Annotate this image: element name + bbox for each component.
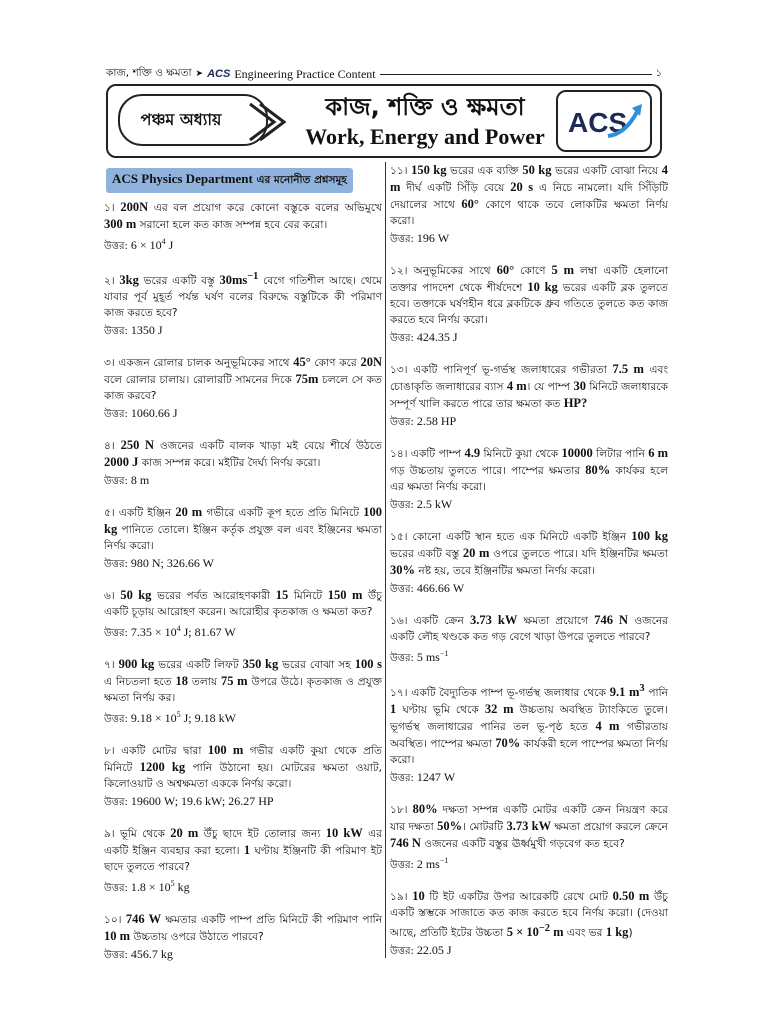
answer-value: 456.7 kg <box>127 947 173 962</box>
question-text: ১। 200N এর বল প্রয়োগ করে কোনো বস্তুকে বলের অভিমুখে 300 m সরানো হলে কত কাজ সম্পন্ন হবে বের করো। <box>104 200 383 231</box>
answer-line <box>104 876 382 897</box>
question-item <box>104 504 382 573</box>
answer-value: 196 W <box>413 231 450 245</box>
answer-value: 1247 W <box>413 770 456 785</box>
breadcrumb: কাজ, শক্তি ও ক্ষমতা <box>106 66 192 79</box>
question-item <box>390 262 668 347</box>
department-tag <box>106 168 353 193</box>
answer-line <box>390 769 668 787</box>
question-text: ৯। ভূমি থেকে 20 m উঁচু ছাদে ইট তোলার জন্য 10 kW এর একটি ইঞ্জিন ব্যবহার করা হলো। 1 ঘণ্টায় ইঞ্জিনটি কী পরিমাণ ইট ছাদে তুলতে পারবে? <box>104 826 382 874</box>
answer-label: উত্তর: <box>390 417 414 428</box>
answer-value: 8 m <box>127 473 150 488</box>
answer-label: উত্তর: <box>104 950 128 962</box>
answer-label: উত্তর: <box>104 714 128 726</box>
answer-line <box>104 472 382 490</box>
question-text: ৪। 250 N ওজনের একটি বালক খাড়া মই বেয়ে শীর্ষে উঠতে 2000 J কাজ সম্পন্ন করে। মইটির দৈর্ঘ্য নির্ণয় করো। <box>104 438 382 470</box>
answer-line <box>390 230 668 248</box>
answer-line <box>104 946 382 964</box>
answer-line <box>104 793 382 811</box>
question-item <box>104 911 382 964</box>
chapter-label: পঞ্চম অধ্যায় <box>140 109 222 129</box>
answer-label: উত্তর: <box>390 584 414 595</box>
question-item <box>104 269 382 340</box>
chevron-right-icon <box>244 100 288 144</box>
question-text: ৭। 900 kg ভরের একটি লিফট 350 kg ভরের বোঝা সহ 100 s এ নিচতলা হতে 18 তলায় 75 m উপরে উঠে। কৃতকাজ ও প্রযুক্ত ক্ষমতা নির্ণয় কর। <box>104 657 383 705</box>
answer-label: উত্তর: <box>390 500 414 511</box>
question-text: ১৬। একটি ক্রেন 3.73 kW ক্ষমতা প্রয়োগে 746 N ওজনের একটি লৌহ খণ্ডকে কত গড় বেগে খাড়া উপরে তুলতে পারবে? <box>390 613 669 643</box>
arrow-right-icon: ➤ <box>195 69 204 79</box>
question-text: ৩। একজন রোলার চালক অনুভূমিকের সাথে 45° কোণ করে 20N বলে রোলার চালায়। রোলারটি সামনের দিকে 75m চললে সে কত কাজ করবে? <box>104 355 382 403</box>
left-column <box>104 162 382 978</box>
answer-label: উত্তর: <box>390 860 414 872</box>
answer-value: 2.58 HP <box>413 414 457 428</box>
answer-line <box>104 234 382 255</box>
page-number: ১ <box>655 67 662 79</box>
answer-label: উত্তর: <box>104 628 128 640</box>
question-text: ১৮। 80% দক্ষতা সম্পন্ন একটি মোটর একটি ক্রেন নিয়ন্ত্রণ করে যার দক্ষতা 50%। মোটরটি 3.73 kW ক্ষমতা প্রয়োগ করলে ক্রেনে 746 N ওজনের একটি বস্তুর ঊর্ধ্বমুখী গড়বেগ কত হবে? <box>390 802 668 851</box>
answer-value: 466.66 W <box>413 581 465 595</box>
answer-value: 424.35 J <box>413 330 458 344</box>
answer-value: 1060.66 J <box>127 406 178 421</box>
right-column <box>390 162 668 974</box>
question-text: ১০। 746 W ক্ষমতার একটি পাম্প প্রতি মিনিটে কী পরিমাণ পানি 10 m উচ্চতায় ওপরে উঠাতে পারবে? <box>104 912 383 944</box>
question-text: ২। 3kg ভরের একটি বস্তু $30ms^{-1}$ বেগে গতিশীল আছে। থেমে যাবার পূর্ব মুহূর্ত পর্যন্ত ঘর্ষণ বলের বিরুদ্ধে বস্তুটিকে কী পরিমাণ কাজ করতে হবে? <box>104 271 382 320</box>
answer-value: 1350 J <box>127 323 163 338</box>
answer-line <box>390 853 668 874</box>
answer-label: উত্তর: <box>390 653 414 664</box>
answer-label: উত্তর: <box>390 234 414 245</box>
question-text: ৮। একটি মোটর দ্বারা 100 m গভীর একটি কুয়া থেকে প্রতি মিনিটে 1200 kg পানি উঠানো হয়। মোটরের ক্ষমতা ওয়াট, কিলোওয়াট ও অশ্বক্ষমতা এককে নির্ণয় করো। <box>104 743 383 791</box>
acs-logo <box>556 90 652 152</box>
header-rule <box>380 74 652 75</box>
chapter-title-bn: কাজ, শক্তি ও ক্ষমতা <box>325 93 525 121</box>
question-text: ১৭। একটি বৈদ্যুতিক পাম্প ভূ-গর্ভস্থ জলাধার থেকে 9.1 $m^3$ পানি 1 ঘণ্টায় ভূমি থেকে 32 m উচ্চতায় অবস্থিত ট্যাংকিতে তুলে। ভূগর্ভস্থ জলাধারের পানির তল ভূ-পৃষ্ঠ হতে 4 m গভীরতায় অবস্থিত। পাম্পের ক্ষমতা 70% কার্যকরী হলে পাম্পের ক্ষমতা নির্ণয় করো। <box>390 683 668 767</box>
question-text: ৫। একটি ইঞ্জিন 20 m গভীরে একটি কূপ হতে প্রতি মিনিটে 100 kg পানিতে তোলে। ইঞ্জিন কর্তৃক প্রযুক্ত বল এবং ইঞ্জিনের ক্ষমতা নির্ণয় করো। <box>104 505 382 553</box>
question-item <box>390 681 668 787</box>
svg-text:ACS: ACS <box>568 107 628 138</box>
running-header <box>106 66 662 82</box>
question-text: ১৫। কোনো একটি স্থান হতে এক মিনিটে একটি ইঞ্জিন 100 kg ভরের একটি বস্তু 20 m ওপরে তুলতে পারে। যদি ইঞ্জিনটির ক্ষমতা 30% নষ্ট হয়, তবে ইঞ্জিনটির ক্ষমতা নির্ণয় করো। <box>390 529 668 577</box>
question-text: ১৯। 10 টি ইট একটির উপর আরেকটি রেখে মোট 0.50 m উঁচু একটি স্তম্ভকে সাজাতে কত কাজ করতে হবে নির্ণয় করো। (দেওয়া আছে, প্রতিটি ইটের উচ্চতা $5 \times 10^{-2}$ m এবং ভর 1 kg) <box>390 889 669 940</box>
answer-line <box>104 405 382 423</box>
question-text: ১৩। একটি পানিপূর্ণ ভূ-গর্ভস্থ জলাধারের গভীরতা 7.5 m এবং চোঙাকৃতি জলাধারের ব্যাস 4 m। যে পাম্প 30 মিনিটে জলাধারকে সম্পূর্ণ খালি করতে পারে তার ক্ষমতা কত HP? <box>390 362 668 410</box>
question-item <box>104 656 382 728</box>
chapter-banner <box>106 84 662 158</box>
answer-label: উত্তর: <box>390 333 414 344</box>
question-item <box>390 162 668 248</box>
question-item <box>390 888 668 960</box>
question-item <box>104 742 382 811</box>
answer-label: উত্তর: <box>104 326 128 338</box>
answer-label: উত্তর: <box>104 409 128 421</box>
answer-value: 19600 W; 19.6 kW; 26.27 HP <box>127 794 274 809</box>
answer-value: 22.05 J <box>413 943 452 958</box>
question-text: ১৪। একটি পাম্প 4.9 মিনিটে কুয়া থেকে 10000 লিটার পানি 6 m গড় উচ্চতায় তুলতে পারে। পাম্পের ক্ষমতার 80% কার্যকর হলে এর ক্ষমতা নির্ণয় করো। <box>390 446 668 493</box>
answer-line <box>390 496 668 514</box>
question-item <box>104 825 382 897</box>
answer-label: উত্তর: <box>104 797 128 809</box>
answer-value: 5 $ms^{-1}$ <box>413 649 449 664</box>
answer-line <box>390 942 668 960</box>
column-divider <box>385 162 386 958</box>
answer-label: উত্তর: <box>104 241 128 252</box>
question-item <box>104 437 382 490</box>
answer-value: 2.5 kW <box>413 497 453 511</box>
answer-label: উত্তর: <box>390 946 414 958</box>
answer-line <box>104 621 382 642</box>
answer-label: উত্তর: <box>390 773 414 785</box>
question-item <box>390 801 668 874</box>
acs-logo-icon <box>560 96 648 146</box>
answer-line <box>390 413 668 431</box>
answer-line <box>390 329 668 347</box>
answer-line <box>390 646 668 667</box>
answer-line <box>104 555 382 573</box>
question-text: ১১। 150 kg ভরের এক ব্যক্তি 50 kg ভরের একটি বোঝা নিয়ে 4 m দীর্ঘ একটি সিঁড়ি বেয়ে 20 s এ নিচে নামলো। যদি সিঁড়িটি দেয়ালের সাথে 60° কোণে থাকে তবে লোকটির ক্ষমতা নির্ণয় করো। <box>390 163 669 227</box>
answer-label: উত্তর: <box>104 559 128 571</box>
answer-value: $9.18 \times 10^5$ J; 9.18 kW <box>127 710 236 726</box>
answer-line <box>390 580 668 598</box>
department-subtitle: এর মনোনীত প্রশ্নসমূহ <box>252 174 347 186</box>
answer-label: উত্তর: <box>104 476 128 488</box>
question-item <box>104 587 382 642</box>
answer-line <box>104 707 382 728</box>
question-item <box>390 445 668 514</box>
brand-mini-logo: ACS <box>207 68 231 80</box>
question-item <box>104 354 382 423</box>
answer-value: $6 \times 10^4$ J <box>127 237 174 252</box>
answer-value: 980 N; 326.66 W <box>127 556 214 571</box>
question-text: ১২। অনুভূমিকের সাথে 60° কোণে 5 m লম্বা একটি হেলানো তক্তার পাদদেশ থেকে শীর্ষদেশে 10 kg ভরের একটি ব্লক তুলতে হবে। তক্তাকে ঘর্ষণহীন ধরে ব্লকটিকে ধ্রুব গতিতে তুলতে কত কাজ করতে হবে নির্ণয় করো। <box>390 263 669 326</box>
question-text: ৬। 50 kg ভরের পর্বত আরোহণকারী 15 মিনিটে 150 m উঁচু একটি চূড়ায় আরোহণ করেন। আরোহীর কৃতকাজ ও ক্ষমতা কত? <box>104 588 382 619</box>
content-title: Engineering Practice Content <box>234 66 376 81</box>
answer-value: $1.8 \times 10^5$ kg <box>127 879 190 895</box>
answer-line <box>104 322 382 340</box>
answer-label: উত্তর: <box>104 883 128 895</box>
question-item <box>390 612 668 667</box>
question-list-left <box>104 199 382 964</box>
chapter-title-en: Work, Energy and Power <box>305 124 545 149</box>
answer-value: $7.35 \times 10^4$ J; 81.67 W <box>127 624 236 640</box>
department-name: ACS Physics Department <box>112 171 253 186</box>
question-item <box>390 528 668 598</box>
chapter-title <box>294 90 556 154</box>
question-list-right <box>390 162 668 960</box>
answer-value: 2 $ms^{-1}$ <box>413 856 449 872</box>
question-item <box>390 361 668 431</box>
question-item <box>104 199 382 255</box>
